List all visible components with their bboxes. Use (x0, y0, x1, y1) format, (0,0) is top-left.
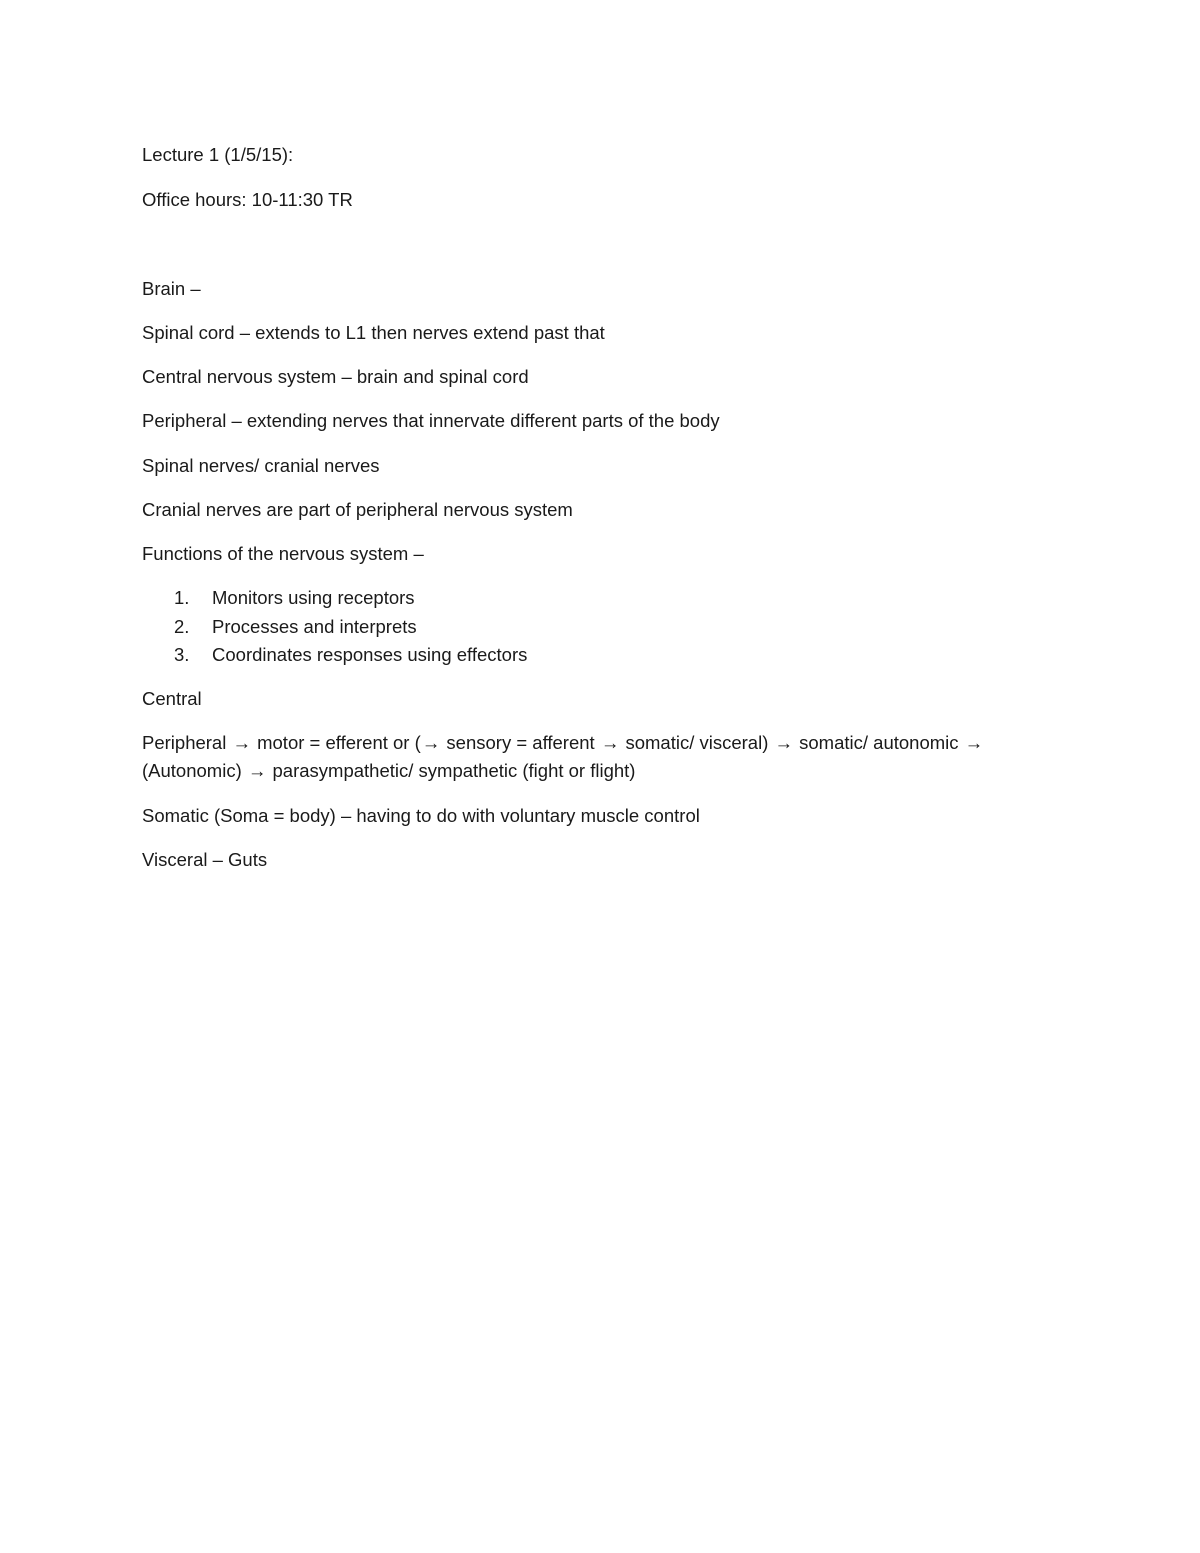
office-hours: Office hours: 10-11:30 TR (142, 189, 353, 210)
peripheral-flow-line-2 (142, 762, 635, 781)
right-arrow-icon: → (774, 732, 793, 753)
line-central: Central (142, 688, 202, 709)
list-item-number: 1. (174, 587, 190, 608)
line-somatic: Somatic (Soma = body) – having to do with voluntary muscle control (142, 805, 700, 826)
flow-text: parasympathetic/ sympathetic (fight or flight) (272, 760, 636, 781)
list-item-text: Monitors using receptors (212, 587, 415, 608)
line-cranial-nerves-part: Cranial nerves are part of peripheral nervous system (142, 499, 573, 520)
flow-text: sensory = afferent (446, 732, 595, 753)
flow-text: somatic/ visceral) (625, 732, 769, 753)
line-spinal-cranial-nerves: Spinal nerves/ cranial nerves (142, 455, 380, 476)
right-arrow-icon: → (247, 760, 267, 781)
list-item (174, 589, 415, 608)
lecture-title: Lecture 1 (1/5/15): (142, 144, 294, 165)
list-item-number: 3. (174, 644, 190, 665)
line-peripheral: Peripheral – extending nerves that innervate different parts of the body (142, 410, 720, 431)
right-arrow-icon: → (232, 732, 251, 753)
flow-text: motor = efferent or ( (257, 732, 421, 753)
list-item (174, 646, 527, 665)
flow-text: (Autonomic) (142, 760, 242, 781)
flow-text: Peripheral (142, 732, 227, 753)
peripheral-flow-line-1 (142, 734, 984, 753)
right-arrow-icon: → (600, 732, 620, 753)
line-spinal-cord: Spinal cord – extends to L1 then nerves extend past that (142, 322, 605, 343)
list-item (174, 618, 417, 637)
line-visceral: Visceral – Guts (142, 849, 268, 870)
line-brain: Brain – (142, 278, 201, 299)
list-item-number: 2. (174, 616, 190, 637)
right-arrow-icon: → (421, 732, 441, 753)
list-item-text: Processes and interprets (212, 616, 417, 637)
line-functions-heading: Functions of the nervous system – (142, 543, 424, 564)
right-arrow-icon: → (964, 732, 984, 753)
list-item-text: Coordinates responses using effectors (212, 644, 528, 665)
line-central-nervous-system: Central nervous system – brain and spinal cord (142, 366, 529, 387)
flow-text: somatic/ autonomic (799, 732, 959, 753)
